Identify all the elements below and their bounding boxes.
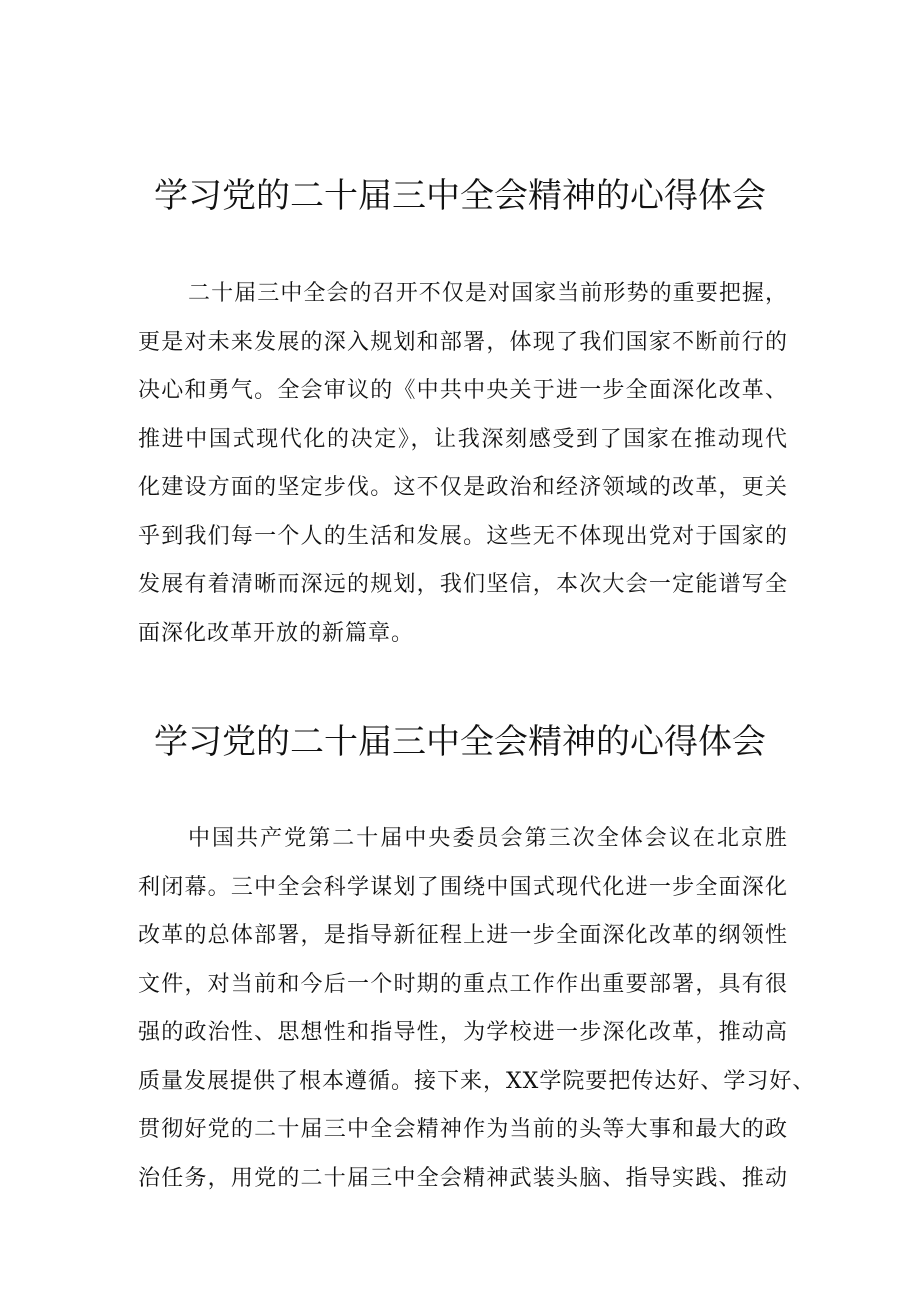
text-line: 文件，对当前和今后一个时期的重点工作作出重要部署，具有很 [138,971,788,997]
text-line: 面深化改革开放的新篇章。 [138,620,415,646]
text-line: 发展有着清晰而深远的规划，我们坚信，本次大会一定能谱写全 [138,572,788,597]
text-line: 质量发展提供了根本遵循。接下来，XX学院要把传达好、学习好、 [138,1068,816,1094]
section-title: 学习党的二十届三中全会精神的心得体会 [154,722,766,762]
text-line: 决心和勇气。全会审议的《中共中央关于进一步全面深化改革、 [138,378,788,403]
text-line: 乎到我们每一个人的生活和发展。这些无不体现出党对于国家的 [138,523,788,549]
text-line: 利闭幕。三中全会科学谋划了围绕中国式现代化进一步全面深化 [138,874,788,900]
paragraph [138,270,788,658]
text-line: 治任务，用党的二十届三中全会精神武装头脑、指导实践、推动 [138,1165,788,1191]
text-line: 改革的总体部署，是指导新征程上进一步全面深化改革的纲领性 [138,923,788,948]
text-line: 推进中国式现代化的决定》，让我深刻感受到了国家在推动现代 [138,426,788,452]
section-title: 学习党的二十届三中全会精神的心得体会 [154,176,766,216]
text-line: 化建设方面的坚定步伐。这不仅是政治和经济领域的改革，更关 [138,475,788,500]
text-line: 贯彻好党的二十届三中全会精神作为当前的头等大事和最大的政 [138,1117,788,1142]
text-line: 更是对未来发展的深入规划和部署，体现了我们国家不断前行的 [138,329,788,355]
paragraph [138,815,816,1203]
text-line: 强的政治性、思想性和指导性，为学校进一步深化改革，推动高 [138,1020,788,1045]
text-line: 二十届三中全会的召开不仅是对国家当前形势的重要把握， [188,281,788,306]
text-line: 中国共产党第二十届中央委员会第三次全体会议在北京胜 [188,826,788,851]
